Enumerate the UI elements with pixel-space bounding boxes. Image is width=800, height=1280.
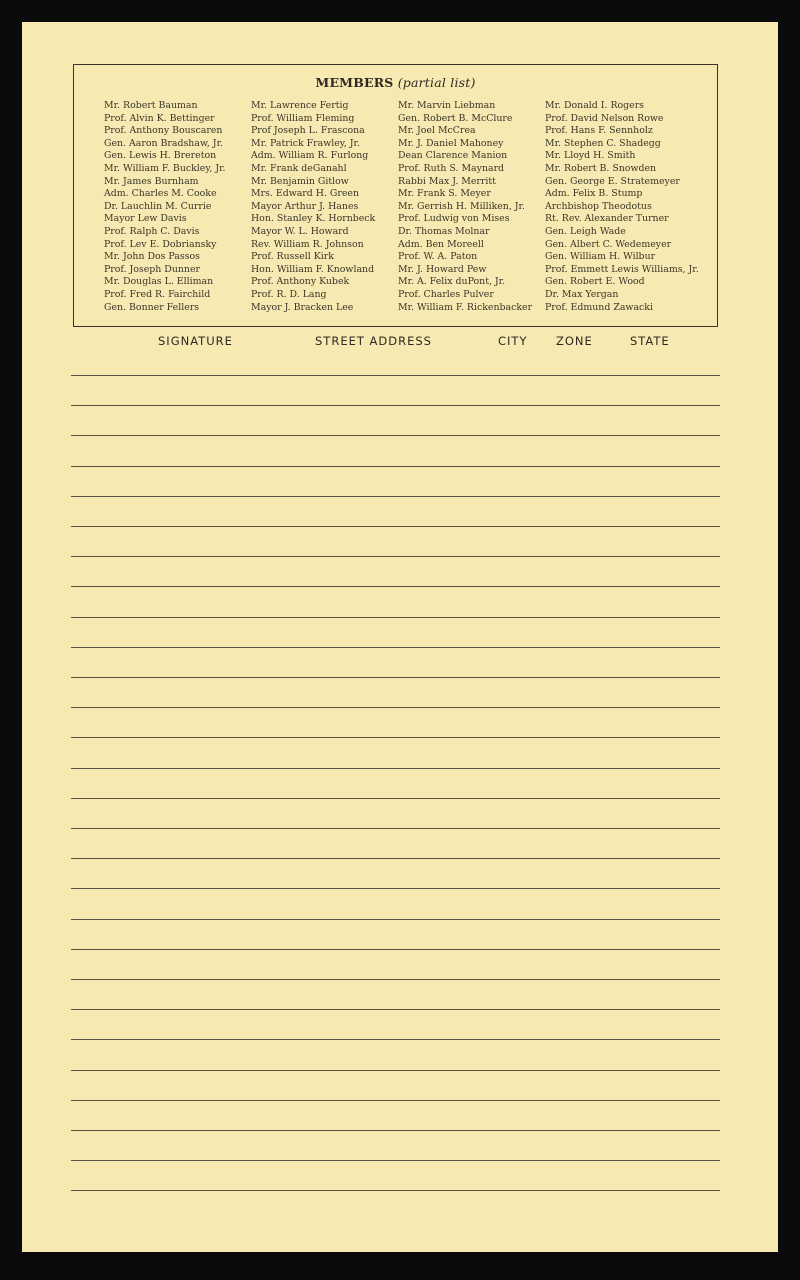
- member-name: Adm. Ben Moreell: [398, 238, 484, 250]
- member-name: Prof. Joseph Dunner: [104, 263, 200, 275]
- members-title: MEMBERS: [315, 75, 394, 90]
- member-name: Prof. Charles Pulver: [398, 288, 494, 300]
- form-header-row: [22, 334, 778, 350]
- member-name: Adm. Felix B. Stump: [545, 188, 643, 200]
- member-name: Dean Clarence Manion: [398, 150, 508, 162]
- state-header: STATE: [630, 334, 670, 348]
- member-name: Prof. Lev E. Dobriansky: [104, 238, 217, 250]
- signature-line[interactable]: [71, 526, 720, 527]
- member-name: Mr. Benjamin Gitlow: [251, 175, 349, 187]
- member-name: Prof. Emmett Lewis Williams, Jr.: [545, 263, 699, 275]
- signature-line[interactable]: [71, 466, 720, 467]
- members-subtitle: (partial list): [397, 75, 476, 90]
- member-name: Mayor Arthur J. Hanes: [251, 200, 359, 212]
- member-name: Mr. Robert Bauman: [104, 100, 198, 111]
- member-name: Prof. Alvin K. Bettinger: [104, 112, 215, 124]
- zone-header: ZONE: [556, 334, 593, 348]
- signature-line[interactable]: [71, 435, 720, 436]
- member-name: Prof. Russell Kirk: [251, 251, 334, 263]
- member-name: Prof. Ruth S. Maynard: [398, 162, 505, 174]
- member-name: Mrs. Edward H. Green: [251, 188, 360, 200]
- signature-line[interactable]: [71, 888, 720, 889]
- signature-line[interactable]: [71, 677, 720, 678]
- member-name: Mayor J. Bracken Lee: [251, 301, 354, 313]
- signature-line[interactable]: [71, 1009, 720, 1010]
- member-name: Archbishop Theodotus: [545, 200, 652, 212]
- member-name: Dr. Lauchlin M. Currie: [104, 200, 212, 212]
- member-name: Rabbi Max J. Merritt: [398, 175, 496, 187]
- member-name: Mr. Stephen C. Shadegg: [545, 137, 661, 149]
- member-name: Mr. William F. Buckley, Jr.: [104, 162, 226, 174]
- signature-line[interactable]: [71, 1160, 720, 1161]
- signature-line[interactable]: [71, 979, 720, 980]
- member-name: Prof. Edmund Zawacki: [545, 301, 653, 313]
- member-name: Mr. John Dos Passos: [104, 251, 200, 263]
- member-name: Prof. W. A. Paton: [398, 251, 478, 263]
- member-name: Prof. R. D. Lang: [251, 288, 327, 300]
- signature-line[interactable]: [71, 586, 720, 587]
- member-name: Gen. William H. Wilbur: [545, 251, 656, 263]
- member-name: Prof. Fred R. Fairchild: [104, 288, 211, 300]
- members-column-4: [545, 100, 699, 314]
- member-name: Mr. Robert B. Snowden: [545, 162, 657, 174]
- members-column-1: [104, 100, 226, 314]
- signature-line[interactable]: [71, 707, 720, 708]
- member-name: Gen. Lewis H. Brereton: [104, 150, 217, 162]
- signature-line[interactable]: [71, 828, 720, 829]
- city-header: CITY: [498, 334, 528, 348]
- member-name: Mr. Lloyd H. Smith: [545, 150, 636, 162]
- member-name: Gen. Robert E. Wood: [545, 276, 645, 288]
- signature-line[interactable]: [71, 1190, 720, 1191]
- signature-line[interactable]: [71, 919, 720, 920]
- signature-line[interactable]: [71, 858, 720, 859]
- member-name: Gen. George E. Stratemeyer: [545, 175, 680, 187]
- members-box: [73, 64, 718, 327]
- member-name: Gen. Bonner Fellers: [104, 301, 200, 313]
- member-name: Rev. William R. Johnson: [251, 238, 364, 250]
- member-name: Dr. Thomas Molnar: [398, 225, 490, 237]
- member-name: Prof. Hans F. Sennholz: [545, 125, 653, 137]
- member-name: Rt. Rev. Alexander Turner: [545, 213, 669, 225]
- member-name: Gen. Albert C. Wedemeyer: [545, 238, 672, 250]
- street-address-header: STREET ADDRESS: [315, 334, 432, 348]
- signature-line[interactable]: [71, 617, 720, 618]
- members-column-2: [251, 100, 375, 314]
- member-name: Prof. David Nelson Rowe: [545, 112, 664, 124]
- signature-line[interactable]: [71, 949, 720, 950]
- member-name: Mr. Lawrence Fertig: [251, 100, 349, 111]
- signature-line[interactable]: [71, 1130, 720, 1131]
- member-name: Hon. William F. Knowland: [251, 263, 375, 275]
- signature-line[interactable]: [71, 768, 720, 769]
- member-name: Prof. Ralph C. Davis: [104, 225, 200, 237]
- member-name: Mr. Marvin Liebman: [398, 100, 496, 111]
- signature-line[interactable]: [71, 1070, 720, 1071]
- members-column-3: [398, 100, 532, 314]
- members-heading: [74, 75, 717, 90]
- member-name: Gen. Leigh Wade: [545, 225, 626, 237]
- member-name: Prof Joseph L. Frascona: [251, 125, 365, 137]
- member-name: Gen. Robert B. McClure: [398, 112, 513, 124]
- signature-line[interactable]: [71, 556, 720, 557]
- signature-line[interactable]: [71, 496, 720, 497]
- signature-line[interactable]: [71, 647, 720, 648]
- member-name: Mr. Frank deGanahl: [251, 162, 347, 174]
- member-name: Hon. Stanley K. Hornbeck: [251, 213, 376, 225]
- member-name: Mr. Donald I. Rogers: [545, 100, 644, 111]
- member-name: Mr. Douglas L. Elliman: [104, 276, 214, 288]
- member-name: Mr. J. Daniel Mahoney: [398, 137, 504, 149]
- member-name: Dr. Max Yergan: [545, 288, 619, 300]
- signature-line[interactable]: [71, 405, 720, 406]
- signature-line[interactable]: [71, 737, 720, 738]
- member-name: Adm. William R. Furlong: [251, 150, 369, 162]
- petition-sheet: [22, 22, 778, 1252]
- signature-line[interactable]: [71, 375, 720, 376]
- signature-line[interactable]: [71, 1039, 720, 1040]
- member-name: Mr. Gerrish H. Milliken, Jr.: [398, 200, 525, 212]
- member-name: Mayor W. L. Howard: [251, 225, 349, 237]
- member-name: Mayor Lew Davis: [104, 213, 187, 225]
- member-name: Prof. Ludwig von Mises: [398, 213, 510, 225]
- member-name: Prof. Anthony Kubek: [251, 276, 350, 288]
- member-name: Prof. Anthony Bouscaren: [104, 125, 223, 137]
- signature-line[interactable]: [71, 1100, 720, 1101]
- member-name: Mr. A. Felix duPont, Jr.: [398, 276, 506, 288]
- member-name: Mr. William F. Rickenbacker: [398, 301, 533, 313]
- member-name: Adm. Charles M. Cooke: [104, 188, 217, 200]
- member-name: Mr. Frank S. Meyer: [398, 188, 491, 200]
- member-name: Mr. James Burnham: [104, 175, 199, 187]
- member-name: Mr. Joel McCrea: [398, 125, 476, 137]
- member-name: Prof. William Fleming: [251, 112, 355, 124]
- member-name: Mr. Patrick Frawley, Jr.: [251, 137, 360, 149]
- signature-header: SIGNATURE: [158, 334, 233, 348]
- member-name: Mr. J. Howard Pew: [398, 263, 487, 275]
- signature-line[interactable]: [71, 798, 720, 799]
- member-name: Gen. Aaron Bradshaw, Jr.: [104, 137, 223, 149]
